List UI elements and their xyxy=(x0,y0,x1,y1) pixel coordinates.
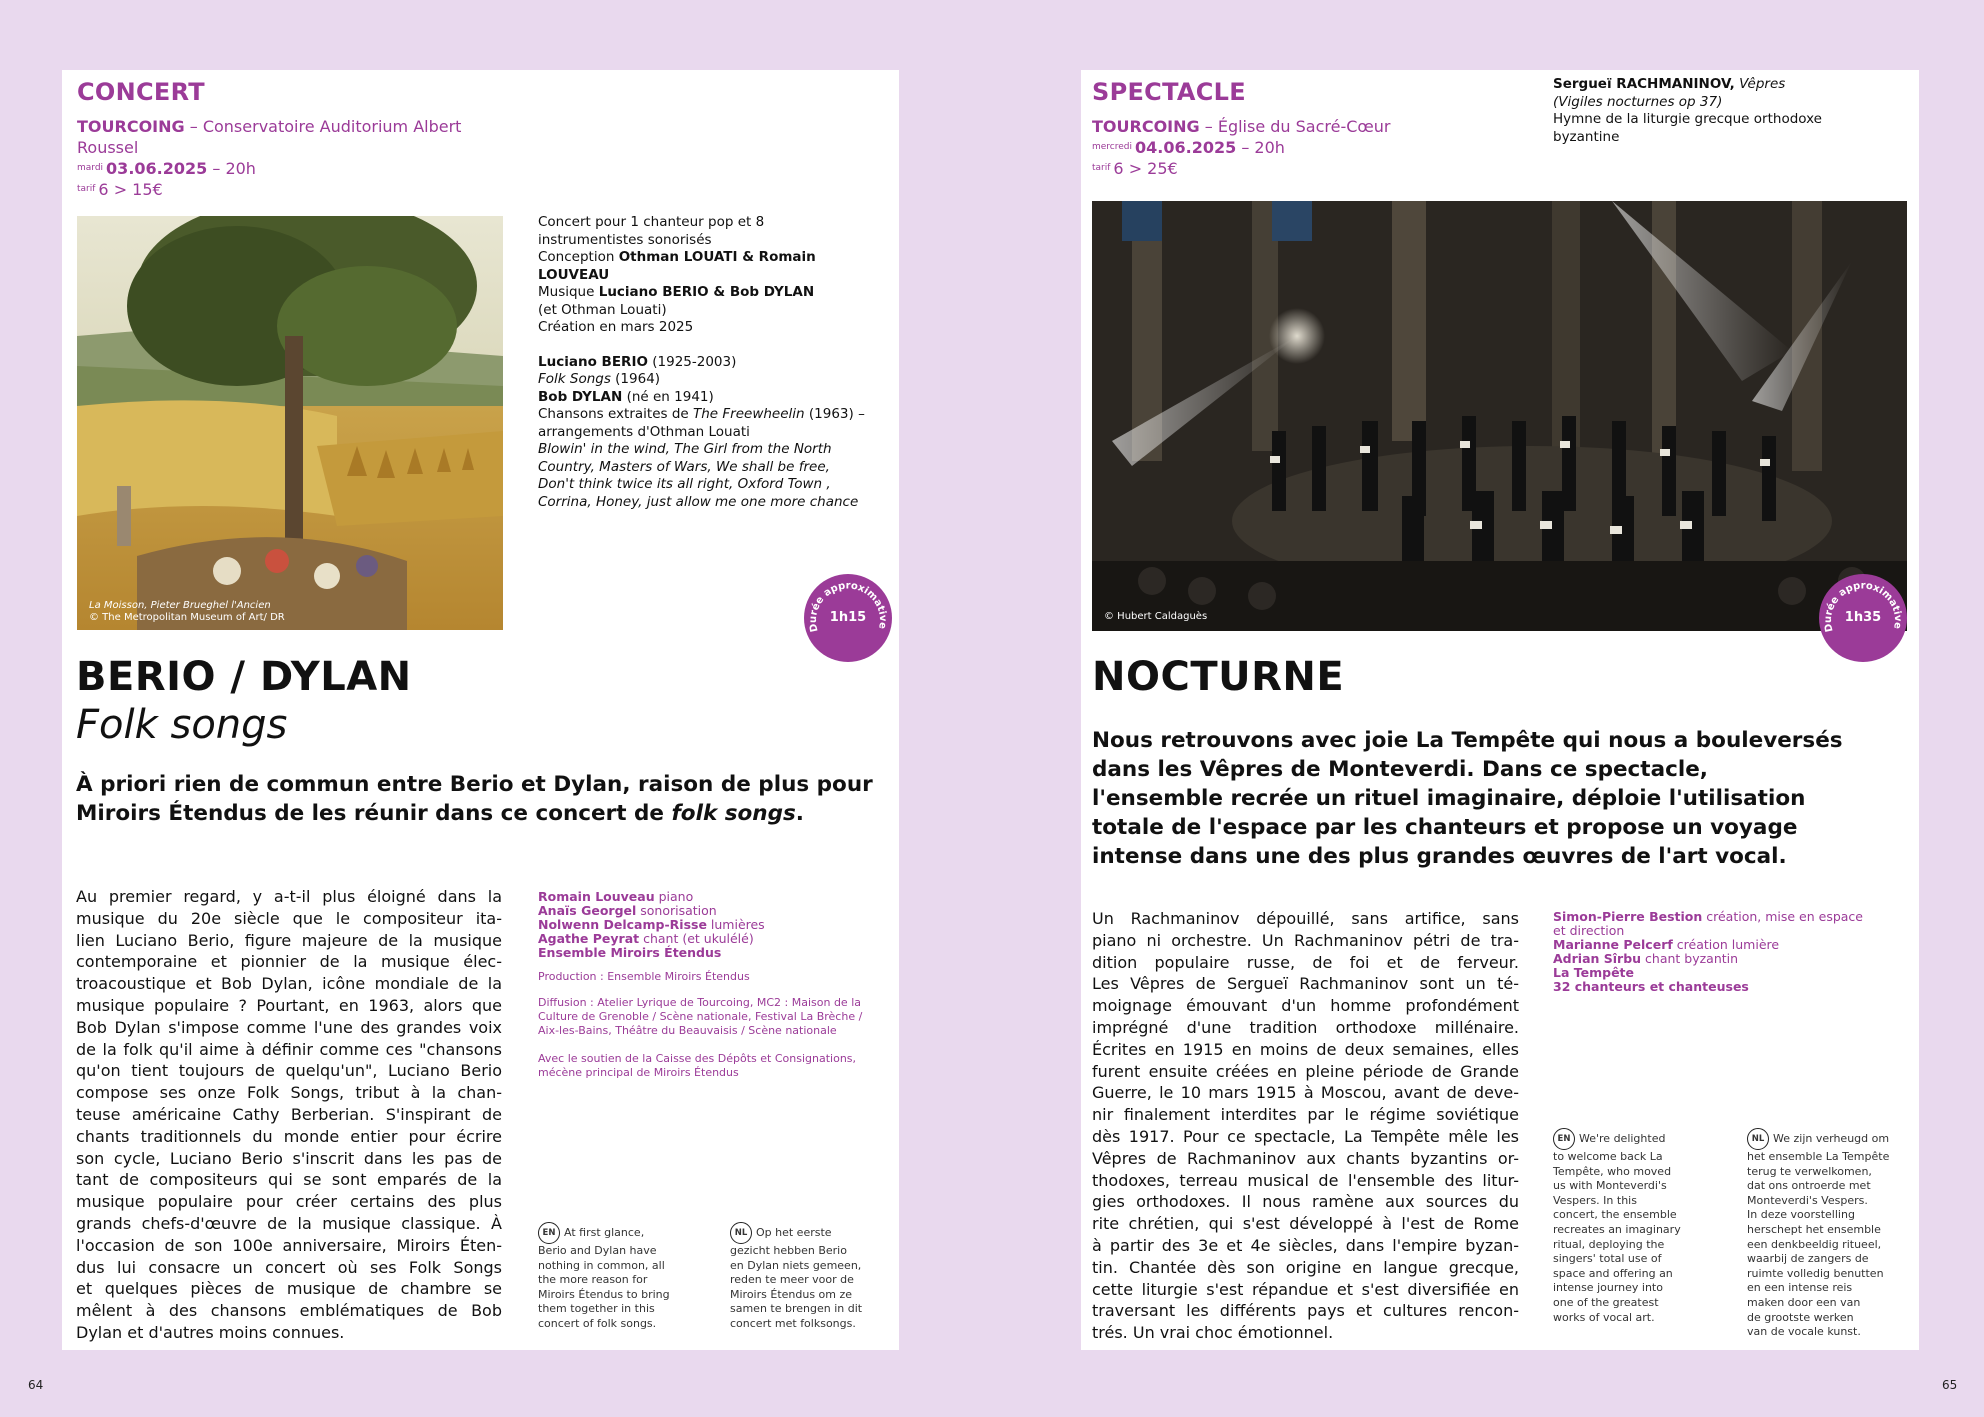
summary-text: waarbij de zangers de xyxy=(1747,1252,1869,1266)
summary-line xyxy=(1747,1179,1907,1194)
staff-item xyxy=(538,904,898,918)
staff-name: Adrian Sîrbu xyxy=(1553,951,1642,966)
summary-text: gezicht hebben Berio xyxy=(730,1244,847,1257)
text-line: l'ensemble recrée un rituel imaginaire, déploie l'utilisation xyxy=(1092,786,1806,811)
summary-text: Vespers. In this xyxy=(1553,1193,1637,1207)
text-line: traversant les différents pays et cultures rencon- xyxy=(1092,1301,1519,1321)
text-line: intense dans une des plus grandes œuvres de l'art vocal. xyxy=(1092,844,1787,869)
music-label: Musique xyxy=(538,284,599,300)
lead-end: . xyxy=(795,801,804,826)
day-label: mardi xyxy=(77,163,104,173)
summary-text: en Dylan niets gemeen, xyxy=(730,1258,862,1272)
summary-text: en een intense reis xyxy=(1747,1281,1853,1295)
songs-prefix: Chansons extraites de xyxy=(538,406,693,422)
dylan-dates: (né en 1941) xyxy=(622,388,714,405)
staff-item xyxy=(538,932,898,946)
songs-arrangements: arrangements d'Othman Louati xyxy=(538,423,750,440)
work-title: Vêpres xyxy=(1734,76,1786,92)
summary-line xyxy=(1747,1208,1907,1223)
summary-line xyxy=(1553,1150,1703,1165)
concert-photo xyxy=(1092,201,1907,631)
page-number-left: 64 xyxy=(28,1378,44,1392)
summary-line xyxy=(730,1259,890,1274)
text-line: dus lui consacre un concert où ses Folk Songs xyxy=(76,1257,502,1277)
summary-line xyxy=(1747,1296,1907,1311)
staff-item xyxy=(1553,938,1913,952)
price-label: tarif xyxy=(1092,163,1111,173)
text-line: teuse américaine Cathy Berberian. S'inspirant de xyxy=(76,1104,502,1124)
staff-item xyxy=(538,918,898,932)
painting-image xyxy=(77,216,503,630)
summary-text: nothing in common, all xyxy=(538,1258,665,1272)
text-line: thodoxes, terreau musical de l'ensemble des litur- xyxy=(1092,1170,1519,1190)
summary-text: samen te brengen in dit xyxy=(730,1302,863,1316)
staff-name: Anaïs Georgel xyxy=(538,903,637,918)
text-line: piano ni orchestre. Un Rachmaninov pétri de tra- xyxy=(1092,930,1519,950)
staff-name: Simon-Pierre Bestion xyxy=(1553,909,1703,924)
summary-line xyxy=(538,1317,688,1332)
work-description: Hymne de la liturgie grecque orthodoxe xyxy=(1553,111,1822,127)
summary-line xyxy=(1553,1281,1703,1296)
event-subtitle: Folk songs xyxy=(76,702,288,748)
summary-line xyxy=(1553,1179,1703,1194)
summary-text: terug te verwelkomen, xyxy=(1747,1164,1872,1178)
summary-text: them together in this xyxy=(538,1302,655,1316)
summary-text: concert, the ensemble xyxy=(1553,1208,1677,1222)
venue-place: – Église du Sacré-Cœur xyxy=(1199,117,1391,136)
summary-text: het ensemble La Tempête xyxy=(1747,1150,1890,1163)
text-line: l'occasion de son 100e anniversaire, Miroirs Éten- xyxy=(76,1235,502,1255)
credit-line: Concert pour 1 chanteur pop et 8 xyxy=(538,214,765,230)
venue-city: TOURCOING xyxy=(77,117,185,136)
summary-line xyxy=(1553,1194,1703,1209)
summary-line xyxy=(1747,1223,1907,1238)
summary-text: Miroirs Étendus to bring xyxy=(538,1287,670,1301)
diffusion-note xyxy=(538,996,898,1038)
work-info xyxy=(1553,76,1913,146)
summary-text: At first glance, xyxy=(564,1226,645,1239)
text-line: dès 1917. Pour ce spectacle, La Tempête mêle les xyxy=(1092,1126,1519,1146)
summary-line xyxy=(1747,1325,1907,1340)
summary-text: us with Monteverdi's xyxy=(1553,1179,1667,1193)
summary-text: We zijn verheugd om xyxy=(1773,1132,1890,1145)
duration-time: 1h35 xyxy=(1844,610,1882,625)
right-page xyxy=(1081,70,1919,1350)
summary-text: herschept het ensemble xyxy=(1747,1222,1881,1236)
music-extra: (et Othman Louati) xyxy=(538,301,667,318)
staff-name: 32 chanteurs et chanteuses xyxy=(1553,979,1749,994)
dylan-name: Bob DYLAN xyxy=(538,388,623,405)
lead-line: À priori rien de commun entre Berio et Dylan, raison de plus pour xyxy=(76,772,873,797)
text-line: son cycle, Luciano Berio s'inscrit dans les pas de xyxy=(76,1148,502,1168)
songs-list: Don't think twice its all right, Oxford Town , xyxy=(538,476,831,492)
text-line: et quelques pièces de musique de chambre se xyxy=(76,1279,502,1299)
summary-line xyxy=(1747,1128,1907,1150)
language-badge: EN xyxy=(538,1222,560,1244)
summary-line xyxy=(730,1222,890,1244)
english-summary xyxy=(538,1222,688,1332)
summary-line xyxy=(1747,1252,1907,1267)
staff-item xyxy=(538,946,898,960)
summary-line xyxy=(1553,1311,1703,1326)
staff-name: La Tempête xyxy=(1553,965,1634,980)
summary-text: concert met folksongs. xyxy=(730,1316,856,1330)
language-badge: NL xyxy=(1747,1128,1769,1150)
work-subtitle: (Vigiles nocturnes op 37) xyxy=(1553,93,1723,110)
duration-badge xyxy=(1819,574,1907,662)
staff-list xyxy=(1553,910,1913,994)
body-text xyxy=(1092,908,1519,1344)
staff-name: Ensemble Miroirs Étendus xyxy=(538,945,722,960)
summary-line xyxy=(1747,1267,1907,1282)
text-line: musique populaire ? Pourtant, en 1963, alors que xyxy=(76,995,502,1015)
summary-text: intense journey into xyxy=(1553,1281,1663,1295)
text-line: furent ensuite créées en pleine période de Grande xyxy=(1092,1061,1519,1081)
venue-place: – Conservatoire Auditorium Albert xyxy=(184,117,462,136)
berio-work: Folk Songs xyxy=(538,371,611,387)
summary-line xyxy=(1747,1165,1907,1180)
text-line: gies orthodoxes. Il nous ramène aux sources du xyxy=(1092,1192,1519,1212)
summary-text: We're delighted xyxy=(1579,1132,1666,1145)
text-line: nir finalement interdites par le régime soviétique xyxy=(1092,1105,1519,1125)
summary-text: space and offering an xyxy=(1553,1266,1673,1280)
staff-item xyxy=(538,890,898,904)
painting-caption-title: La Moisson, Pieter Brueghel l'Ancien xyxy=(89,600,271,611)
summary-text: singers' total use of xyxy=(1553,1252,1662,1266)
summary-line xyxy=(1747,1238,1907,1253)
svg-text:Durée approximative xyxy=(808,581,888,633)
text-line: Écrites en 1915 en moins de deux semaines, elles xyxy=(1092,1039,1519,1059)
price: 6 > 15€ xyxy=(98,180,163,199)
text-line: moignage émouvant d'un homme profondément xyxy=(1092,996,1519,1016)
venue-place-line2: Roussel xyxy=(77,138,139,157)
summary-line xyxy=(1553,1223,1703,1238)
text-line: Dylan et d'autres moins connues. xyxy=(76,1322,345,1342)
summary-text: works of vocal art. xyxy=(1553,1310,1655,1324)
text-line: de la folk qu'il aime à définir comme ces "chansons xyxy=(76,1039,502,1059)
songs-list: Country, Masters of Wars, We shall be free, xyxy=(538,458,830,475)
language-badge: EN xyxy=(1553,1128,1575,1150)
diffusion-line: Diffusion : Atelier Lyrique de Tourcoing, MC2 : Maison de la xyxy=(538,996,861,1009)
summary-text: Monteverdi's Vespers. xyxy=(1747,1193,1868,1207)
text-line: Guerre, le 10 mars 1915 à Moscou, avant de deve- xyxy=(1092,1083,1519,1103)
lead-italic: folk songs xyxy=(671,801,796,826)
summary-line xyxy=(1747,1194,1907,1209)
summary-text: dat ons ontroerde met xyxy=(1747,1179,1871,1193)
event-title: BERIO / DYLAN xyxy=(76,654,412,700)
summary-line xyxy=(730,1273,890,1288)
text-line: cette liturgie s'est répandue et s'est diversifiée en xyxy=(1092,1279,1519,1299)
text-line: Bob Dylan s'impose comme l'une des grandes voix xyxy=(76,1017,502,1037)
price: 6 > 25€ xyxy=(1113,159,1178,178)
conception-names-2: LOUVEAU xyxy=(538,266,610,283)
conception-names: Othman LOUATI & Romain xyxy=(618,249,816,265)
summary-line xyxy=(1553,1128,1703,1150)
music-names: Luciano BERIO & Bob DYLAN xyxy=(598,284,815,300)
staff-role: piano xyxy=(654,889,694,904)
event-title: NOCTURNE xyxy=(1092,654,1345,700)
summary-text: van de vocale kunst. xyxy=(1747,1325,1861,1339)
summary-text: In deze voorstelling xyxy=(1747,1208,1855,1222)
harvest-painting-svg xyxy=(77,216,503,630)
venue-city: TOURCOING xyxy=(1092,117,1200,136)
text-line: Au premier regard, y a-t-il plus éloigné dans la xyxy=(76,887,502,906)
staff-role: lumières xyxy=(706,917,765,932)
dutch-summary xyxy=(1747,1128,1907,1340)
text-line: troacoustique et Bob Dylan, icône mondiale de la xyxy=(76,974,502,994)
staff-name: Romain Louveau xyxy=(538,889,655,904)
songs-year: (1963) – xyxy=(804,406,865,422)
summary-line xyxy=(1747,1311,1907,1326)
lead-paragraph xyxy=(76,770,896,828)
summary-line xyxy=(730,1302,890,1317)
text-line: à partir des 3e et 4e siècles, dans l'empire byzan- xyxy=(1092,1235,1519,1255)
duration-label: Durée approximative xyxy=(807,580,889,633)
summary-text: Op het eerste xyxy=(756,1226,832,1239)
songs-list: Blowin' in the wind, The Girl from the North xyxy=(538,441,832,457)
text-line: musique populaire pour créer certains des plus xyxy=(76,1192,502,1212)
summary-text: maken door een van xyxy=(1747,1295,1861,1309)
duration-time: 1h15 xyxy=(829,610,867,625)
text-line: mêlent à des chansons emblématiques de Bob xyxy=(76,1301,502,1321)
text-line: dans les Vêpres de Monteverdi. Dans ce spectacle, xyxy=(1092,757,1708,782)
staff-role: et direction xyxy=(1553,923,1625,938)
summary-text: recreates an imaginary xyxy=(1553,1222,1681,1236)
duration-label: Durée approximative xyxy=(1822,580,1904,633)
summary-text: Tempête, who moved xyxy=(1553,1164,1672,1178)
staff-item xyxy=(1553,966,1913,980)
day-label: mercredi xyxy=(1092,142,1133,152)
text-line: trés. Un vrai choc émotionnel. xyxy=(1092,1323,1334,1343)
creation-date: Création en mars 2025 xyxy=(538,319,694,335)
summary-line xyxy=(538,1273,688,1288)
credit-line: instrumentistes sonorisés xyxy=(538,231,712,248)
summary-text: ritual, deploying the xyxy=(1553,1237,1665,1251)
text-line: rite chrétien, qui s'est développé à l'est de Rome xyxy=(1092,1214,1519,1234)
summary-line xyxy=(538,1259,688,1274)
text-line: compose ses onze Folk Songs, tribut à la chan- xyxy=(76,1083,502,1103)
category-label: CONCERT xyxy=(77,78,205,106)
diffusion-line: Aix-les-Bains, Théâtre du Beauvaisis / Scène nationale xyxy=(538,1024,837,1037)
staff-item xyxy=(1553,924,1913,938)
event-date: 03.06.2025 xyxy=(106,159,208,178)
price-label: tarif xyxy=(77,184,96,194)
choir-photo-svg xyxy=(1092,201,1907,631)
category-label: SPECTACLE xyxy=(1092,78,1246,106)
summary-line xyxy=(730,1244,890,1259)
summary-text: one of the greatest xyxy=(1553,1295,1659,1309)
venue-info xyxy=(1092,116,1512,179)
songs-list: Corrina, Honey, just allow me one more chance xyxy=(538,493,859,510)
page-number-right: 65 xyxy=(1942,1378,1958,1392)
diffusion-line: Culture de Grenoble / Scène nationale, Festival La Brèche / xyxy=(538,1010,863,1023)
berio-work-year: (1964) xyxy=(610,371,661,387)
work-composer: Sergueï RACHMANINOV, xyxy=(1553,76,1735,92)
venue-info xyxy=(77,116,517,200)
staff-role: chant (et ukulélé) xyxy=(639,931,754,946)
staff-role: sonorisation xyxy=(636,903,717,918)
staff-item xyxy=(1553,980,1913,994)
summary-text: concert of folk songs. xyxy=(538,1316,657,1330)
summary-line xyxy=(538,1302,688,1317)
staff-name: Nolwenn Delcamp-Risse xyxy=(538,917,707,932)
staff-role: création, mise en espace xyxy=(1702,909,1863,924)
summary-line xyxy=(1553,1238,1703,1253)
text-line: contemporaine et pionnier de la musique élec- xyxy=(76,952,502,972)
text-line: tin. Chantée dès son origine en langue grecque, xyxy=(1092,1257,1519,1277)
summary-text: Miroirs Étendus om ze xyxy=(730,1287,853,1301)
summary-text: de grootste werken xyxy=(1747,1310,1854,1324)
text-line: chants traditionnels du monde entier pour écrire xyxy=(76,1126,502,1146)
left-page xyxy=(62,70,899,1350)
event-date: 04.06.2025 xyxy=(1135,138,1237,157)
staff-name: Marianne Pelcerf xyxy=(1553,937,1673,952)
summary-line xyxy=(538,1288,688,1303)
lead-line: Miroirs Étendus de les réunir dans ce concert de xyxy=(76,801,672,826)
support-line: Avec le soutien de la Caisse des Dépôts et Consignations, xyxy=(538,1052,857,1065)
summary-line xyxy=(730,1288,890,1303)
staff-list xyxy=(538,890,898,960)
summary-text: een denkbeeldig ritueel, xyxy=(1747,1237,1882,1251)
text-line: Un Rachmaninov dépouillé, sans artifice, sans xyxy=(1092,909,1519,928)
language-badge: NL xyxy=(730,1222,752,1244)
svg-text:Durée approximative xyxy=(1823,581,1903,633)
dutch-summary xyxy=(730,1222,890,1332)
text-line: imprégné d'une tradition orthodoxe millénaire. xyxy=(1092,1017,1519,1037)
staff-name: Agathe Peyrat xyxy=(538,931,640,946)
duration-badge xyxy=(804,574,892,662)
summary-line xyxy=(538,1244,688,1259)
songs-album: The Freewheelin xyxy=(693,406,805,422)
painting-caption xyxy=(89,600,285,624)
berio-dates: (1925-2003) xyxy=(647,353,737,370)
summary-text: to welcome back La xyxy=(1553,1150,1663,1163)
text-line: Les Vêpres de Sergueï Rachmaninov sont un té- xyxy=(1092,974,1519,994)
berio-name: Luciano BERIO xyxy=(538,353,648,370)
text-line: Vêpres de Rachmaninov aux chants byzantins or- xyxy=(1092,1148,1519,1168)
text-line: musique du 20e siècle que le compositeur ita- xyxy=(76,908,502,928)
body-text xyxy=(76,886,502,1344)
staff-role: création lumière xyxy=(1672,937,1780,952)
text-line: tant de compositeurs qui se sont emparés de la xyxy=(76,1170,502,1190)
summary-line xyxy=(1553,1165,1703,1180)
staff-item xyxy=(1553,910,1913,924)
summary-line xyxy=(538,1222,688,1244)
summary-line xyxy=(1747,1281,1907,1296)
painting-caption-credit: © The Metropolitan Museum of Art/ DR xyxy=(89,612,285,623)
summary-line xyxy=(1553,1267,1703,1282)
text-line: Nous retrouvons avec joie La Tempête qui nous a bouleversés xyxy=(1092,728,1843,753)
event-time: – 20h xyxy=(207,159,256,178)
credits-block xyxy=(538,214,898,511)
summary-text: ruimte volledig benutten xyxy=(1747,1266,1884,1280)
text-line: qu'on tient toujours de quelqu'un", Luciano Berio xyxy=(76,1061,502,1081)
text-line: lien Luciano Berio, figure majeure de la musique xyxy=(76,930,502,950)
staff-role: chant byzantin xyxy=(1641,951,1739,966)
text-line: grands chefs-d'œuvre de la musique classique. À xyxy=(76,1213,502,1233)
support-line: mécène principal de Miroirs Étendus xyxy=(538,1066,739,1079)
photo-credit: © Hubert Caldaguès xyxy=(1104,611,1208,622)
summary-text: the more reason for xyxy=(538,1273,648,1287)
lead-paragraph xyxy=(1092,726,1912,871)
summary-line xyxy=(730,1317,890,1332)
staff-item xyxy=(1553,952,1913,966)
text-line: totale de l'espace par les chanteurs et propose un voyage xyxy=(1092,815,1798,840)
production-note: Production : Ensemble Miroirs Étendus xyxy=(538,970,750,983)
summary-line xyxy=(1553,1252,1703,1267)
event-time: – 20h xyxy=(1236,138,1285,157)
conception-label: Conception xyxy=(538,249,619,265)
english-summary xyxy=(1553,1128,1703,1325)
summary-text: reden te meer voor de xyxy=(730,1273,854,1287)
summary-line xyxy=(1553,1208,1703,1223)
work-description: byzantine xyxy=(1553,128,1620,145)
summary-line xyxy=(1553,1296,1703,1311)
summary-text: Berio and Dylan have xyxy=(538,1244,657,1257)
text-line: dition populaire russe, de foi et de ferveur. xyxy=(1092,952,1519,972)
support-note xyxy=(538,1052,898,1080)
summary-line xyxy=(1747,1150,1907,1165)
